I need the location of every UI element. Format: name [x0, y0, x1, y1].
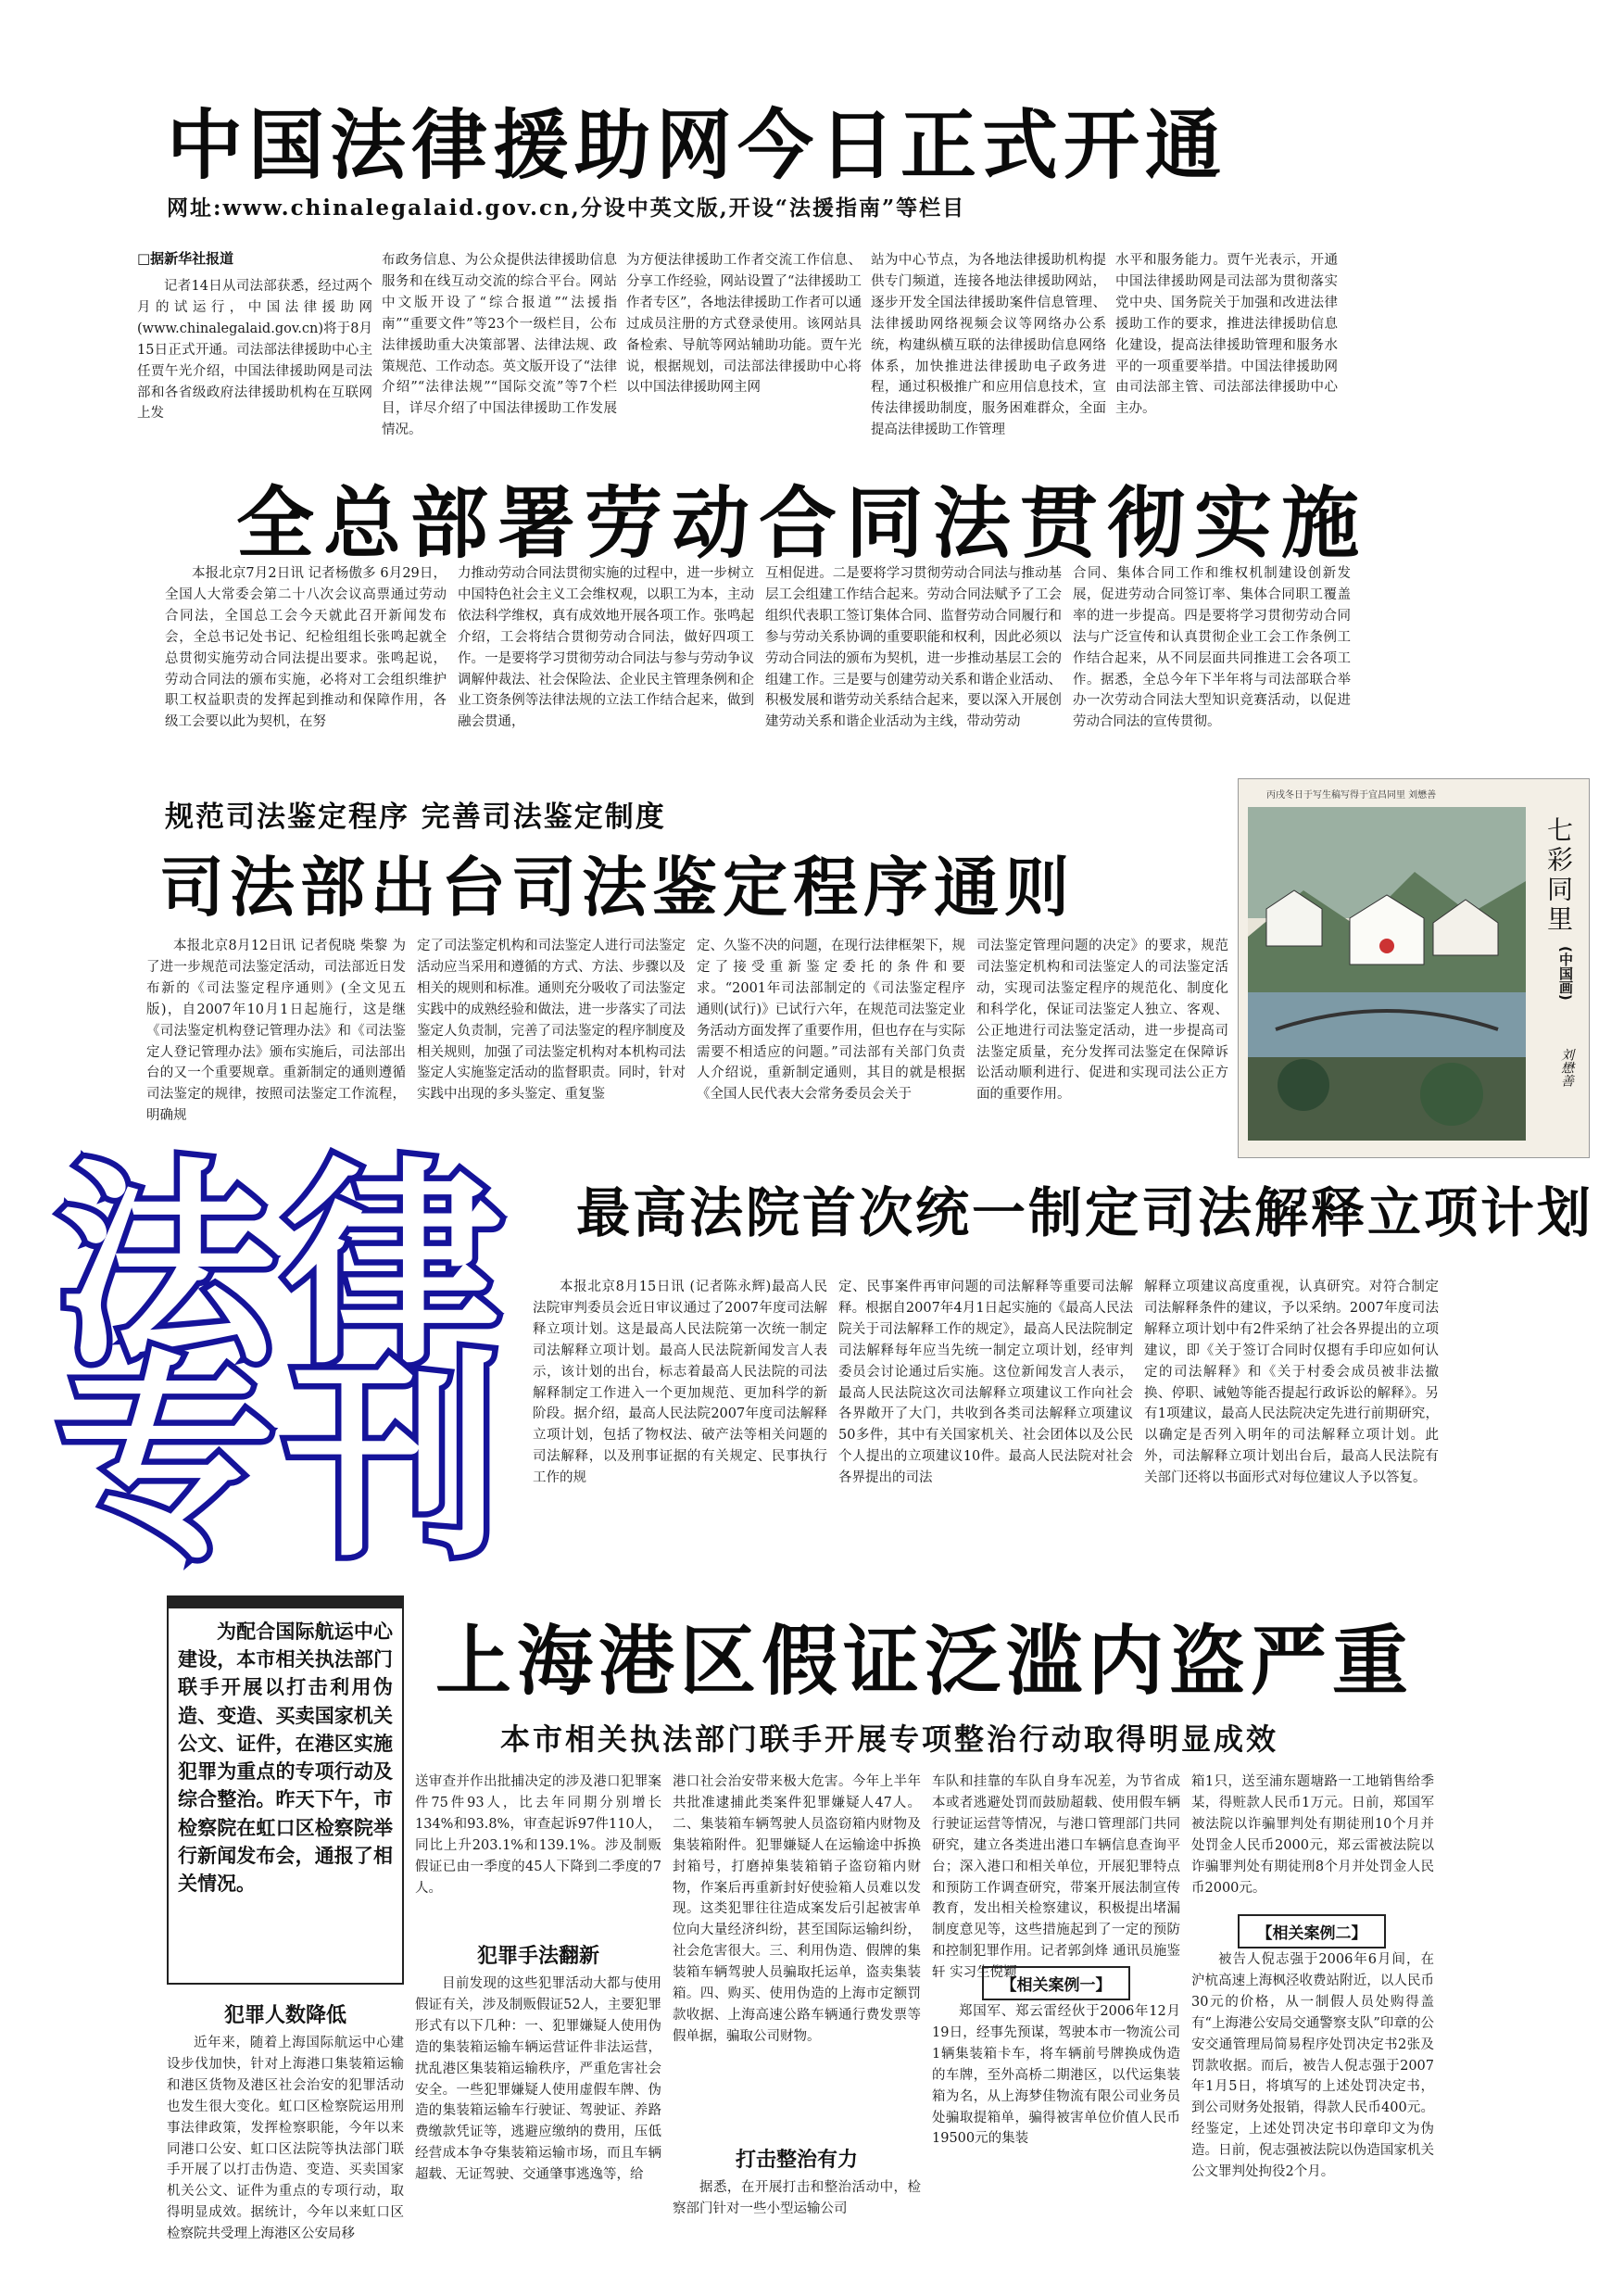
paragraph: 为方便法律援助工作者交流工作信息、分享工作经验，网站设置了“法律援助工作者专区”，各地法律援助工作者可以通过成员注册的方式登录使用。该网站具备检索、导航等网站辅助功能。贾午光说，根据规划，司法部法律援助中心将以中国法律援助网主网	[626, 253, 862, 396]
paragraph: 目前发现的这些犯罪活动大都与使用假证有关，涉及制贩假证52人，主要犯罪形式有以下几种：一、犯罪嫌疑人使用伪造的集装箱运输车辆运营证件非法运营，扰乱港区集装箱运输秩序，严重危害社会安全。一些犯罪嫌疑人使用虚假车牌、伪造的集装箱运输车行驶证、驾驶证、养路费缴款凭证等，逃避应缴纳的费用，压低经营成本争夺集装箱运输市场，而且车辆超载、无证驾驶、交通肇事逃逸等，给	[415, 1976, 661, 2183]
paragraph: 箱1只，送至浦东题塘路一工地销售给季某，得赃款人民币1万元。日前，郑国军被法院以诈骗罪判处有期徒刑10个月并处罚金人民币2000元，郑云雷被法院以诈骗罪判处有期徒刑8个月并处罚金人民币2000元。	[1191, 1774, 1434, 1896]
text-column	[458, 563, 754, 778]
text-column	[1073, 563, 1351, 778]
text-column	[533, 1277, 827, 1555]
paragraph: 司法鉴定管理问题的决定》的要求，规范司法鉴定机构和司法鉴定人的司法鉴定活动，实现司法鉴定程序的规范化、制度化和科学化，保证司法鉴定人独立、客观、公正地进行司法鉴定活动，进一步提高司法鉴定质量，充分发挥司法鉴定在保障诉讼活动顺利进行、促进和实现司法公正方面的重要作用。	[976, 939, 1228, 1103]
text-column	[146, 936, 406, 1156]
headline: 司法部出台司法鉴定程序通则	[159, 850, 1075, 926]
text-column	[1191, 1949, 1434, 2248]
paragraph: 力推动劳动合同法贯彻实施的过程中，进一步树立中国特色社会主义工会维权观，以职工为本，主动依法科学维权，真有成效地开展各项工作。张鸣起介绍，工会将结合贯彻劳动合同法，做好四项工作。一是要将学习贯彻劳动合同法与参与劳动争议调解仲裁法、社会保险法、企业民主管理条例和企业工资条例等法律法规的立法工作结合起来，做到融会贯通，	[458, 566, 754, 730]
paragraph: 定了司法鉴定机构和司法鉴定人进行司法鉴定活动应当采用和遵循的方式、方法、步骤以及相关的规则和标准。通则充分吸收了司法鉴定实践中的成熟经验和做法，进一步落实了司法鉴定人负责制，完善了司法鉴定的程序制度及相关规则，加强了司法鉴定机构对本机构司法鉴定人实施鉴定活动的监督职责。同时，针对实践中出现的多头鉴定、重复鉴	[417, 939, 686, 1103]
painting-figure	[1238, 778, 1590, 1158]
headline: 最高法院首次统一制定司法解释立项计划	[576, 1181, 1594, 1244]
painting-inscription: 丙戌冬日于写生稿写得于宜昌同里 刘懋善	[1266, 790, 1437, 801]
paragraph: 定、民事案件再审问题的司法解释等重要司法解释。根据自2007年4月1日起实施的《最高人民法院关于司法解释工作的规定》，最高人民法院制定司法解释每年应当先统一制定立项计划，经审判委员会讨论通过后实施。这位新闻发言人表示，最高人民法院这次司法解释立项建议工作向社会各界敞开了大门，共收到各类司法解释立项建议50多件，其中有关国家机关、社会团体以及公民个人提出的立项建议10件。最高人民法院对社会各界提出的司法	[838, 1280, 1133, 1486]
case-heading: 【相关案例二】	[1238, 1914, 1386, 1948]
case-heading: 【相关案例一】	[982, 1966, 1130, 2000]
headline: 上海港区假证泛滥内盗严重	[435, 1618, 1415, 1706]
paragraph: 互相促进。二是要将学习贯彻劳动合同法与推动基层工会组建工作结合起来。劳动合同法赋予了工会组织代表职工签订集体合同、监督劳动合同履行和参与劳动关系协调的重要职能和权利，因此必须以劳动合同法的颁布为契机，进一步推动基层工会的组建工作。三是要与创建劳动关系和谐企业活动、积极发展和谐劳动关系结合起来，要以深入开展创建劳动关系和谐企业活动为主线，带动劳动	[765, 566, 1062, 730]
text-column	[626, 250, 862, 448]
masthead-line1: 法律	[57, 1141, 511, 1394]
paragraph: 合同、集体合同工作和维权机制建设创新发展，促进劳动合同签订率、集体合同职工覆盖率的进一步提高。四是要将学习贯彻劳动合同法与广泛宣传和认真贯彻企业工会工作条例工作结合起来，从不同层面共同推进工会各项工作。据悉，全总今年下半年将与司法部联合举办一次劳动合同法大型知识竞赛活动，以促进劳动合同法的宣传贯彻。	[1073, 566, 1351, 730]
paragraph: 本报北京7月2日讯 记者杨傲多 6月29日，全国人大常委会第二十八次会议高票通过劳动合同法，全国总工会今天就此召开新闻发布会，全总书记处书记、纪检组组长张鸣起就全总贯彻实施劳动合同法提出要求。张鸣起说，劳动合同法的颁布实施，必将对工会组织维护职工权益职责的发挥起到推动和保障作用，各级工会要以此为契机，在努	[165, 566, 447, 730]
text-column	[697, 936, 965, 1156]
text-column	[1115, 250, 1338, 448]
lead-box	[167, 1595, 404, 1985]
text-column	[415, 1974, 661, 2248]
text-column	[765, 563, 1062, 778]
lead-text: 为配合国际航运中心建设，本市相关执法部门联手开展以打击利用伪造、变造、买卖国家机关公文、证件，在港区实施犯罪为重点的专项行动及综合整治。昨天下午，市检察院在虹口区检察院举行新闻发布会，通报了相关情况。	[178, 1621, 393, 1896]
text-column	[838, 1277, 1133, 1555]
paragraph: 解释立项建议高度重视，认真研究。对符合制定司法解释条件的建议，予以采纳。2007年度司法解释立项计划中有2件采纳了社会各界提出的立项建议，即《关于签订合同时仅摁有手印应如何认定的司法解释》和《关于村委会成员被非法撤换、停职、诫勉等能否提起行政诉讼的解释》。另有1项建议，最高人民法院决定先进行前期研究，以确定是否列入明年的司法解释立项计划。此外，司法解释立项计划出台后，最高人民法院有关部门还将以书面形式对每位建议人予以答复。	[1144, 1280, 1439, 1486]
painting-artist: 刘懋善	[1559, 1048, 1574, 1087]
text-column	[932, 1772, 1180, 1981]
paragraph: 站为中心节点，为各地法律援助机构提供专门频道，连接各地法律援助网站，逐步开发全国法律援助案件信息管理、法律援助网络视频会议等网络办公系统，构建纵横互联的法律援助信息网络体系，加快推进法律援助电子政务进程，通过积极推广和应用信息技术，宣传法律援助制度，服务困难群众，全面提高法律援助工作管理	[871, 253, 1106, 438]
paragraph: 水平和服务能力。贾午光表示，开通中国法律援助网是司法部为贯彻落实党中央、国务院关于加强和改进法律援助工作的要求，推进法律援助信息化建设，提高法律援助管理和服务水平的一项重要举措。中国法律援助网由司法部主管、司法部法律援助中心主办。	[1115, 253, 1338, 417]
paragraph: 港口社会治安带来极大危害。今年上半年共批准逮捕此类案件犯罪嫌疑人47人。二、集装箱车辆驾驶人员盗窃箱内财物及集装箱附件。犯罪嫌疑人在运输途中拆换封箱号，打磨掉集装箱销子盗窃箱内财物，作案后再重新封好使验箱人员难以发现。这类犯罪往往造成案发后引起被害单位向大量经济纠纷，甚至国际运输纠纷，社会危害很大。三、利用伪造、假牌的集装箱车辆驾驶人员骗取托运单，盗卖集装箱。四、购买、使用伪造的上海市定额罚款收据、上海高速公路车辆通行费发票等假单据，骗取公司财物。	[673, 1774, 921, 2044]
paragraph: 被告人倪志强于2006年6月间，在沪杭高速上海枫泾收费站附近，以人民币30元的价格，从一制假人员处购得盖有“上海港公安局交通警察支队”印章的公安交通管理局简易程序处罚决定书2张及罚款收据。而后，被告人倪志强于2007年1月5日，将填写的上述处罚决定书，到公司财务处报销，得款人民币400元。经鉴定，上述处罚决定书印章印文为伪造。日前，倪志强被法院以伪造国家机关公文罪判处拘役2个月。	[1191, 1952, 1434, 2180]
masthead-line2: 专刊	[57, 1333, 511, 1586]
paragraph: 定、久鉴不决的问题，在现行法律框架下，规定了接受重新鉴定委托的条件和要求。“2001年司法部制定的《司法鉴定程序通则(试行)》已试行六年，在规范司法鉴定业务活动方面发挥了重要作用，但也存在与实际需要不相适应的问题。”司法部有关部门负责人介绍说，重新制定通则，其目的就是根据《全国人民代表大会常务委员会关于	[697, 939, 965, 1103]
painting-title: 七彩同里	[1543, 816, 1574, 935]
text-column	[415, 1772, 661, 1936]
text-column	[871, 250, 1106, 448]
text-column	[417, 936, 686, 1156]
text-column	[673, 2177, 921, 2248]
paragraph: 本报北京8月12日讯 记者倪晓 柴黎 为了进一步规范司法鉴定活动，司法部近日发布新的《司法鉴定程序通则》(全文见五版)，自2007年10月1日起施行，这是继《司法鉴定机构登记管理办法》和《司法鉴定人登记管理办法》颁布实施后，司法部出台的又一个重要规章。重新制定的通则遵循司法鉴定的规律，按照司法鉴定工作流程，明确规	[146, 939, 406, 1124]
source-line: □据新华社报道	[137, 250, 234, 267]
section-heading: 犯罪手法翻新	[476, 1945, 599, 1968]
paragraph: 记者14日从司法部获悉，经过两个月的试运行，中国法律援助网(www.chinalegalaid.gov.cn)将于8月15日正式开通。司法部法律援助中心主任贾午光介绍，中国法律援助网是司法部和各省级政府法律援助机构在互联网上发	[137, 279, 372, 422]
paragraph: 车队和挂靠的车队自身车况差，为节省成本或者逃避处罚而鼓励超载、使用假车辆行驶证运营等情况，与港口管理部门共同研究，建立各类进出港口车辆信息查询平台；深入港口和相关单位，开展犯罪特点和预防工作调查研究，带案开展法制宣传教育，发出相关检察建议，积极提出堵漏制度意见等，这些措施起到了一定的预防和控制犯罪作用。记者郭剑烽 通讯员施鉴轩 实习生倪颖	[932, 1774, 1180, 1981]
subheadline: 网址:www.chinalegalaid.gov.cn,分设中英文版,开设“法援指南”等栏目	[167, 195, 966, 221]
paragraph: 本报北京8月15日讯 (记者陈永辉)最高人民法院审判委员会近日审议通过了2007年度司法解释立项计划。这是最高人民法院第一次统一制定司法解释立项计划。最高人民法院新闻发言人表示，该计划的出台，标志着最高人民法院的司法解释制定工作进入一个更加规范、更加科学的新阶段。据介绍，最高人民法院2007年度司法解释立项计划，包括了物权法、破产法等相关问题的司法解释，以及刑事证据的有关规定、民事执行工作的规	[533, 1280, 827, 1486]
text-column	[1144, 1277, 1439, 1555]
painting-image	[1248, 807, 1526, 1141]
text-column	[165, 563, 447, 778]
kicker: 规范司法鉴定程序 完善司法鉴定制度	[165, 801, 666, 834]
text-column	[382, 250, 617, 448]
section-heading: 打击整治有力	[735, 2149, 858, 2172]
text-column	[932, 2001, 1180, 2248]
paragraph: 送审查并作出批捕决定的涉及港口犯罪案件75件93人，比去年同期分别增长134%和93.8%，审查起诉97件110人，同比上升203.1%和139.1%。涉及制贩假证已由一季度的45人下降到二季度的7人。	[415, 1774, 661, 1896]
paragraph: 郑国军、郑云雷经伙于2006年12月19日，经事先预谋，驾驶本市一物流公司1辆集装箱卡车，将车辆前号牌换成伪造的车牌，至外高桥二期港区，以代运集装箱为名，从上海梦佳物流有限公司业务员处骗取提箱单，骗得被害单位价值人民币19500元的集装	[932, 2004, 1180, 2147]
section-heading: 犯罪人数降低	[223, 2004, 346, 2027]
paragraph: 布政务信息、为公众提供法律援助信息服务和在线互动交流的综合平台。网站中文版开设了“综合报道”“法援指南”“重要文件”等23个一级栏目，公布法律援助重大决策部署、法律法规、政策规范、工作动态。英文版开设了“法律介绍”“法律法规”“国际交流”等7个栏目，详尽介绍了中国法律援助工作发展情况。	[382, 253, 617, 438]
subheadline: 本市相关执法部门联手开展专项整治行动取得明显成效	[500, 1721, 1279, 1757]
text-column	[167, 2033, 404, 2248]
text-column	[976, 936, 1228, 1140]
headline: 中国法律援助网今日正式开通	[167, 102, 1227, 190]
painting-subtitle: (中国画)	[1557, 946, 1574, 1001]
paragraph: 据悉，在开展打击和整治活动中，检察部门针对一些小型运输公司	[673, 2180, 921, 2216]
text-column	[137, 276, 372, 448]
paragraph: 近年来，随着上海国际航运中心建设步伐加快，针对上海港口集装箱运输和港区货物及港区社会治安的犯罪活动也发生很大变化。虹口区检察院运用刑事法律政策，发挥检察职能，今年以来同港口公安、虹口区法院等执法部门联手开展了以打击伪造、变造、买卖国家机关公文、证件为重点的专项行动，取得明显成效。据统计，今年以来虹口区检察院共受理上海港区公安局移	[167, 2036, 404, 2242]
text-column	[1191, 1772, 1434, 1911]
text-column	[673, 1772, 921, 2138]
headline: 全总部署劳动合同法贯彻实施	[236, 478, 1369, 569]
